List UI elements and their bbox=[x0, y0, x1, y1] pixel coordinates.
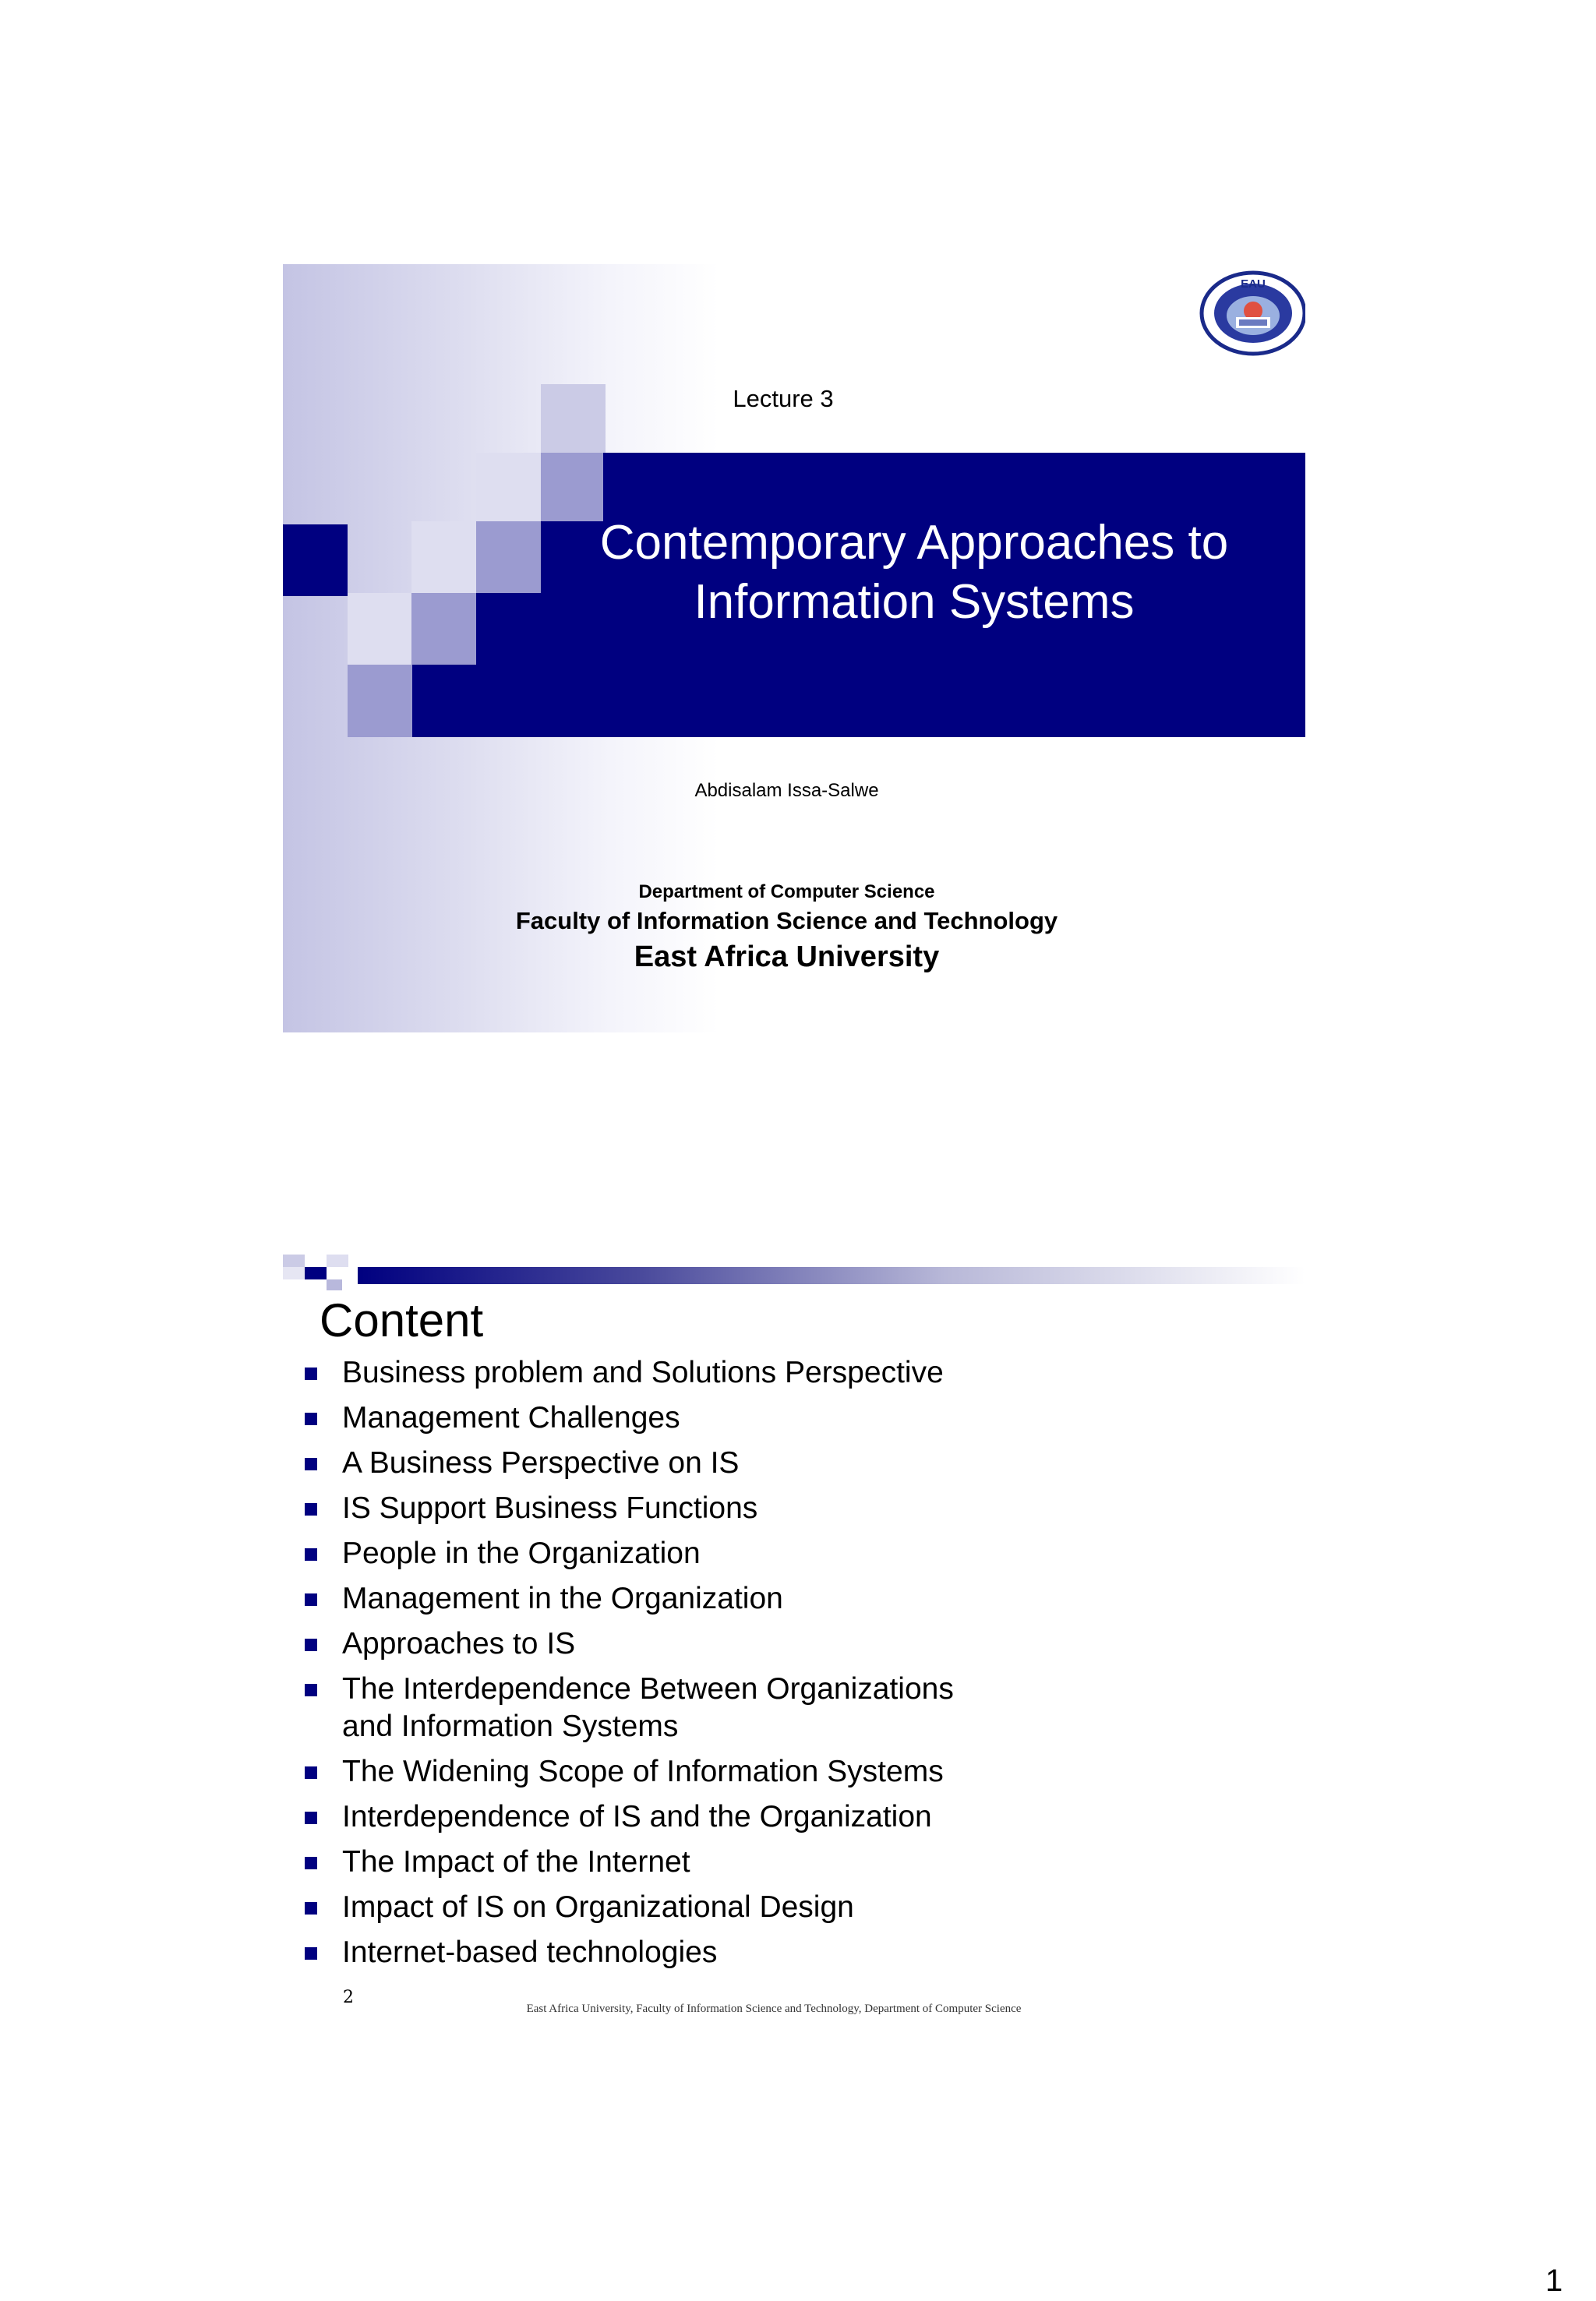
university-seal-icon bbox=[1199, 270, 1305, 356]
university-name: East Africa University bbox=[634, 941, 940, 973]
deco-square bbox=[541, 453, 606, 521]
list-item: IS Support Business Functions bbox=[305, 1490, 1271, 1527]
deco-square bbox=[411, 593, 476, 665]
list-item: Internet-based technologies bbox=[305, 1934, 1271, 1971]
page-number: 1 bbox=[1545, 2264, 1563, 2298]
deco-square bbox=[476, 521, 541, 593]
list-item: Interdependence of IS and the Organization bbox=[305, 1798, 1271, 1836]
deco-square bbox=[541, 384, 606, 453]
deco-square bbox=[283, 1255, 305, 1267]
list-item: Management in the Organization bbox=[305, 1580, 1271, 1618]
lecture-label: Lecture 3 bbox=[733, 385, 834, 412]
list-item: Approaches to IS bbox=[305, 1625, 1271, 1663]
deco-square bbox=[305, 1267, 327, 1279]
svg-text:EAU: EAU bbox=[1241, 277, 1266, 291]
deco-square bbox=[476, 453, 541, 521]
deco-square bbox=[283, 1267, 305, 1279]
list-item: People in the Organization bbox=[305, 1535, 1271, 1572]
list-item: The Interdependence Between Organizations and Information Systems bbox=[305, 1671, 1271, 1745]
header-bar bbox=[358, 1267, 1305, 1284]
deco-square bbox=[327, 1255, 348, 1267]
deco-square bbox=[411, 521, 476, 593]
deco-square bbox=[327, 1279, 342, 1290]
list-item: Management Challenges bbox=[305, 1399, 1271, 1437]
author-name: Abdisalam Issa-Salwe bbox=[694, 780, 879, 801]
deco-square bbox=[283, 524, 348, 596]
list-item: The Impact of the Internet bbox=[305, 1844, 1271, 1881]
slide-title bbox=[579, 513, 1249, 632]
slide-number: 2 bbox=[343, 1988, 354, 2007]
list-item: Impact of IS on Organizational Design bbox=[305, 1889, 1271, 1926]
content-slide bbox=[283, 1255, 1305, 2023]
department-name: Department of Computer Science bbox=[638, 881, 935, 902]
faculty-name: Faculty of Information Science and Technology bbox=[515, 907, 1058, 934]
deco-square bbox=[348, 593, 412, 665]
list-item: Business problem and Solutions Perspective bbox=[305, 1354, 1271, 1392]
list-item: The Widening Scope of Information Systems bbox=[305, 1753, 1271, 1791]
title-band-step bbox=[412, 665, 607, 737]
list-item: A Business Perspective on IS bbox=[305, 1445, 1271, 1482]
title-slide bbox=[283, 264, 1305, 1032]
slide-title-line: Information Systems bbox=[694, 575, 1135, 629]
slide-footer: East Africa University, Faculty of Information Science and Technology, Department of Computer Science bbox=[526, 2003, 1022, 2015]
content-list bbox=[305, 1354, 1271, 1979]
deco-square bbox=[348, 665, 412, 737]
slide-title-line: Contemporary Approaches to bbox=[599, 516, 1229, 570]
content-title: Content bbox=[320, 1294, 484, 1346]
